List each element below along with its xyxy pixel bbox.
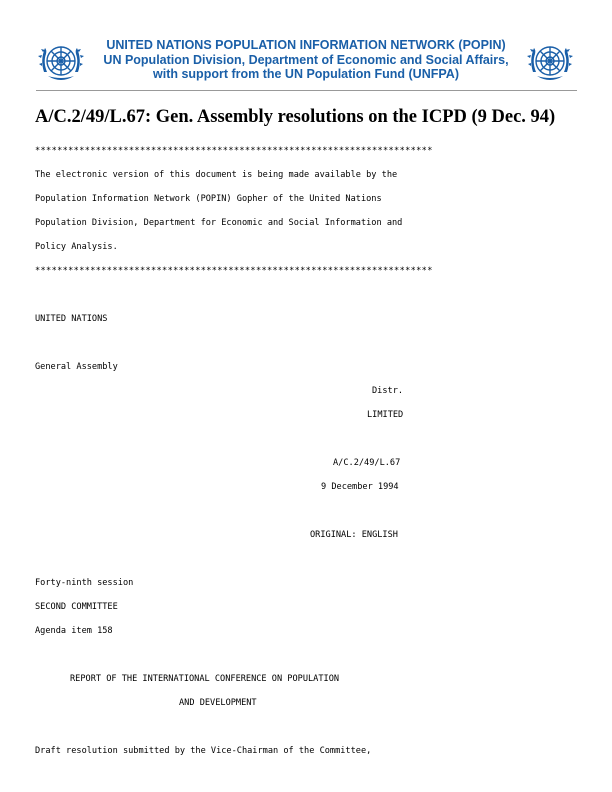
session-label: Forty-ninth session: [35, 578, 134, 588]
organization-name: UNITED NATIONS: [35, 314, 108, 324]
committee-label: SECOND COMMITTEE: [35, 602, 118, 612]
original-language: ORIGINAL: ENGLISH: [310, 530, 398, 540]
document-symbol: A/C.2/49/L.67: [333, 458, 401, 468]
document-date: 9 December 1994: [321, 482, 399, 492]
assembly-name: General Assembly: [35, 362, 118, 372]
notice-line-3: Population Division, Department for Economic and Social Information and: [35, 218, 403, 228]
document-title: A/C.2/49/L.67: Gen. Assembly resolutions on the ICPD (9 Dec. 94): [35, 107, 556, 127]
notice-line-2: Population Information Network (POPIN) Gopher of the United Nations: [35, 194, 382, 204]
report-title-line-1: REPORT OF THE INTERNATIONAL CONFERENCE ON POPULATION: [70, 674, 340, 684]
header-line-2: UN Population Division, Department of Economic and Social Affairs,: [103, 52, 509, 67]
un-emblem-icon: [36, 38, 86, 88]
header-line-3: with support from the UN Population Fund (UNFPA): [153, 67, 459, 81]
notice-line-4: Policy Analysis.: [35, 242, 118, 252]
agenda-item: Agenda item 158: [35, 626, 113, 636]
popin-header: [0, 0, 612, 90]
separator-top: ************************************************************************: [35, 146, 433, 156]
distribution-label: Distr.: [372, 386, 404, 396]
separator-bottom: ************************************************************************: [35, 266, 433, 276]
header-title: [92, 38, 520, 82]
draft-resolution-intro: Draft resolution submitted by the Vice-Chairman of the Committee,: [35, 746, 372, 756]
header-divider: [36, 90, 577, 91]
report-title-line-2: AND DEVELOPMENT: [179, 698, 257, 708]
distribution-value: LIMITED: [367, 410, 404, 420]
header-line-1: UNITED NATIONS POPULATION INFORMATION NETWORK (POPIN): [106, 38, 506, 52]
notice-line-1: The electronic version of this document is being made available by the: [35, 170, 398, 180]
un-emblem-icon: [525, 38, 575, 88]
